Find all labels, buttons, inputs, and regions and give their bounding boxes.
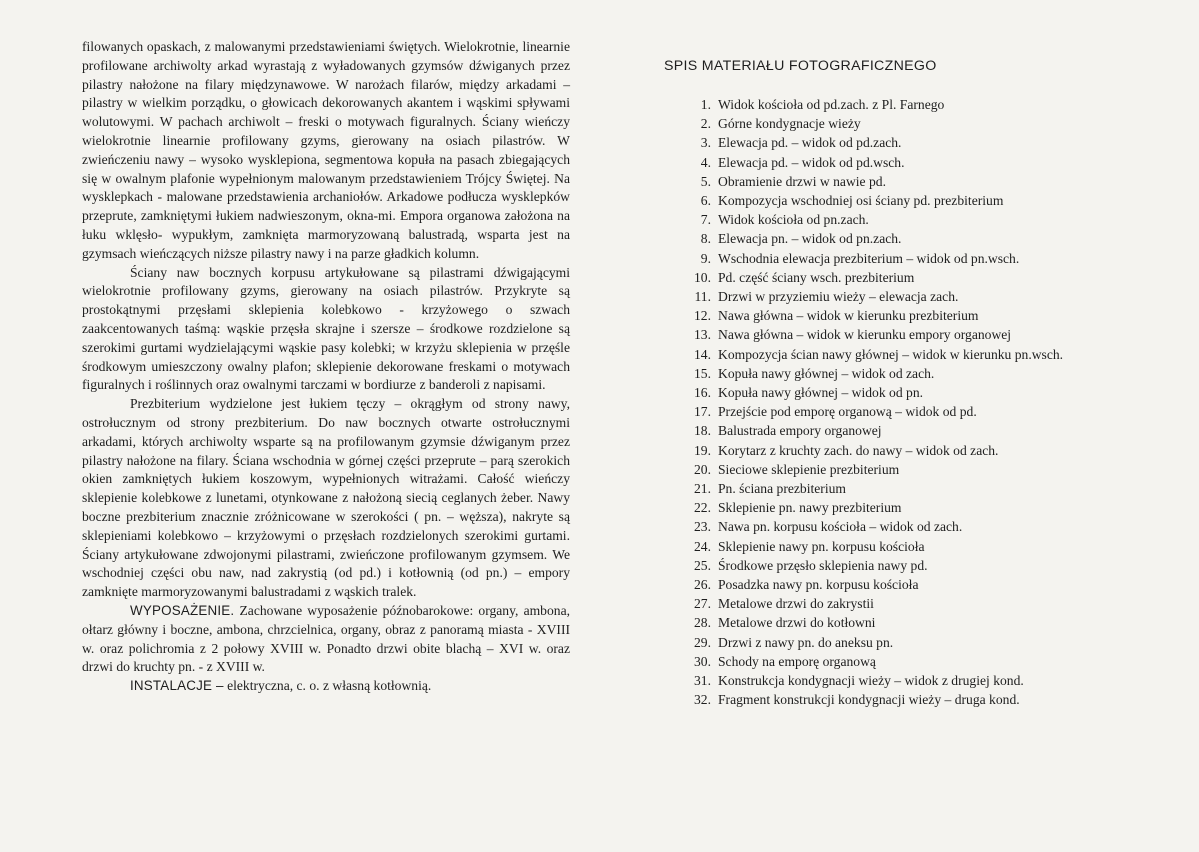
photo-item-caption: Pd. część ściany wsch. prezbiterium	[718, 269, 915, 285]
photo-item-caption: Pn. ściana prezbiterium	[718, 481, 846, 497]
section-lead-installations: INSTALACJE –	[130, 678, 224, 694]
photo-item-number: 27.	[694, 596, 711, 612]
photo-list-item	[664, 95, 1084, 114]
photo-item-caption: Konstrukcja kondygnacji wieży – widok z drugiej kond.	[718, 673, 1024, 689]
photo-item-number: 23.	[694, 519, 711, 535]
photo-item-number: 19.	[694, 442, 711, 458]
photo-list-item	[664, 652, 1084, 671]
photo-item-number: 31.	[694, 673, 711, 689]
photo-item-number: 26.	[694, 577, 711, 593]
photo-item-number: 21.	[694, 481, 711, 497]
photo-item-number: 7.	[700, 212, 711, 228]
photo-list-item	[664, 268, 1084, 287]
photo-item-number: 2.	[700, 116, 711, 132]
photo-item-caption: Kompozycja ścian nawy głównej – widok w kierunku pn.wsch.	[718, 346, 1064, 362]
photo-item-caption: Nawa główna – widok w kierunku prezbiterium	[718, 308, 979, 324]
paragraph-furnishings	[82, 602, 570, 677]
photo-item-caption: Metalowe drzwi do kotłowni	[718, 615, 876, 631]
photo-item-caption: Wschodnia elewacja prezbiterium – widok od pn.wsch.	[718, 250, 1020, 266]
photo-list-item	[664, 287, 1084, 306]
paragraph-text: elektryczna, c. o. z własną kotłownią.	[223, 678, 432, 694]
photo-list-item	[664, 594, 1084, 613]
photo-list-item	[664, 517, 1084, 536]
photo-list-item	[664, 402, 1084, 421]
photo-item-caption: Przejście pod emporę organową – widok od pd.	[718, 404, 977, 420]
photo-item-number: 16.	[694, 385, 711, 401]
photo-item-caption: Górne kondygnacje wieży	[718, 116, 861, 132]
photo-list-item	[664, 575, 1084, 594]
photo-item-number: 3.	[700, 135, 711, 151]
photo-list-item	[664, 537, 1084, 556]
photo-item-number: 30.	[694, 653, 711, 669]
photo-item-caption: Widok kościoła od pd.zach. z Pl. Farnego	[718, 97, 945, 112]
photo-item-caption: Sklepienie nawy pn. korpusu kościoła	[718, 538, 925, 554]
photo-list-item	[664, 325, 1084, 344]
photo-item-caption: Widok kościoła od pn.zach.	[718, 212, 869, 228]
photo-item-caption: Sklepienie pn. nawy prezbiterium	[718, 500, 902, 516]
photo-list-item	[664, 249, 1084, 268]
photo-item-number: 22.	[694, 500, 711, 516]
photo-item-caption: Środkowe przęsło sklepienia nawy pd.	[718, 557, 928, 573]
paragraph-text: Zachowane wyposażenie późnobarokowe: organy, ambona, ołtarz główny i boczne, ambona, chrzcielnica, organy, obraz z panoramą miasta - XVIII w. oraz polichromia z 2 połowy XVIII w. Ponadto drzwi obite blachą – XVI w. oraz drzwi do kruchty pn. - z XVIII w.	[82, 602, 570, 675]
photo-list-item	[664, 114, 1084, 133]
photo-list-item	[664, 556, 1084, 575]
photo-item-caption: Korytarz z kruchty zach. do nawy – widok od zach.	[718, 442, 999, 458]
photo-list-item	[664, 364, 1084, 383]
photo-item-caption: Schody na emporę organową	[718, 653, 876, 669]
photo-item-number: 4.	[700, 154, 711, 170]
photo-list-item	[664, 441, 1084, 460]
photo-item-caption: Metalowe drzwi do zakrystii	[718, 596, 874, 612]
photo-list-item	[664, 671, 1084, 690]
photo-list-item	[664, 690, 1084, 709]
photo-list-item	[664, 306, 1084, 325]
description-column	[82, 38, 570, 696]
photo-list-item	[664, 421, 1084, 440]
photo-item-number: 13.	[694, 327, 711, 343]
photo-list-item	[664, 133, 1084, 152]
photo-item-caption: Kompozycja wschodniej osi ściany pd. prezbiterium	[718, 193, 1004, 209]
photo-item-number: 8.	[700, 231, 711, 247]
photo-item-number: 15.	[694, 365, 711, 381]
photo-list-item	[664, 479, 1084, 498]
photo-index-title: SPIS MATERIAŁU FOTOGRAFICZNEGO	[664, 58, 937, 74]
photo-item-caption: Nawa pn. korpusu kościoła – widok od zach.	[718, 519, 963, 535]
paragraph-side-aisles: Ściany naw bocznych korpusu artykułowane są pilastrami dźwigającymi wielokrotnie profilowany gzyms, gierowany na osiach pilastrów. Przykryte są prostokątnymi przęsłami sklepienia kolebkowo - krzyżowego o szwach zaakcentowanych taśmą: wąskie przęsła skrajne i szersze – środkowe rozdzielone są szerokimi gurtami wydzielającymi wąskie pasy kolebki; w krzyżu sklepienia w przęśle środkowym umieszczony owalny plafon; sklepienie dekorowane freskami o motywach figuralnych i roślinnych oraz owalnymi tarczami w bordiurze z banderoli z napisami.	[82, 264, 570, 393]
photo-item-number: 11.	[694, 289, 711, 305]
photo-item-number: 17.	[694, 404, 711, 420]
photo-item-number: 5.	[700, 173, 711, 189]
photo-index-list	[664, 95, 1084, 710]
photo-list-item	[664, 460, 1084, 479]
photo-item-number: 20.	[694, 461, 711, 477]
photo-index-column	[664, 58, 1084, 710]
photo-item-caption: Fragment konstrukcji kondygnacji wieży – druga kond.	[718, 692, 1020, 708]
photo-item-caption: Elewacja pd. – widok od pd.wsch.	[718, 154, 905, 170]
photo-list-item	[664, 498, 1084, 517]
paragraph-interior-nave: filowanych opaskach, z malowanymi przedstawieniami świętych. Wielokrotnie, linearnie profilowane archiwolty arkad wyrastają z wyładowanych gzymsów dźwiganych przez pilastry nałożone na filary międzynawowe. W narożach filarów, między arkadami – pilastry w wielkim porządku, o głowicach dekorowanych akantem i wąskimi spływami wolutowymi. W pachach archiwolt – freski o motywach figuralnych. Ściany wieńczy wielokrotnie linearnie profilowany gzyms, gierowany na osiach pilastrów. W zwieńczeniu nawy – wysoko wysklepiona, segmentowa kopuła na pasach zbiegających się w owalnym plafonie wypełnionym malowanym przedstawieniem Trójcy Świętej. Na wysklepkach - malowane przedstawienia archaniołów. Arkadowe podłucza wysklepków przeprute, zamkniętymi łukiem nadwieszonym, okna-mi. Empora organowa założona na łuku wklęsło- wypukłym, zamknięta marmoryzowaną balustradą, wsparta jest na gzymsach wieńczących niższe pilastry nawy i na parze gładkich kolumn.	[82, 39, 570, 261]
photo-item-number: 1.	[700, 97, 711, 112]
photo-list-item	[664, 633, 1084, 652]
photo-item-caption: Elewacja pd. – widok od pd.zach.	[718, 135, 902, 151]
photo-list-item	[664, 191, 1084, 210]
photo-item-caption: Drzwi z nawy pn. do aneksu pn.	[718, 634, 894, 650]
photo-item-caption: Obramienie drzwi w nawie pd.	[718, 173, 886, 189]
photo-item-number: 9.	[700, 250, 711, 266]
section-lead-furnishings: WYPOSAŻENIE.	[130, 602, 235, 618]
photo-item-caption: Elewacja pn. – widok od pn.zach.	[718, 231, 902, 247]
photo-item-number: 12.	[694, 308, 711, 324]
photo-list-item	[664, 153, 1084, 172]
photo-item-caption: Kopuła nawy głównej – widok od pn.	[718, 385, 924, 401]
photo-item-number: 24.	[694, 538, 711, 554]
photo-item-caption: Posadzka nawy pn. korpusu kościoła	[718, 577, 919, 593]
photo-item-number: 18.	[694, 423, 711, 439]
photo-list-item	[664, 613, 1084, 632]
photo-item-caption: Drzwi w przyziemiu wieży – elewacja zach.	[718, 289, 959, 305]
photo-item-caption: Balustrada empory organowej	[718, 423, 882, 439]
photo-list-item	[664, 383, 1084, 402]
photo-list-item	[664, 172, 1084, 191]
photo-item-number: 29.	[694, 634, 711, 650]
photo-item-number: 10.	[694, 269, 711, 285]
photo-item-number: 6.	[700, 193, 711, 209]
photo-item-caption: Kopuła nawy głównej – widok od zach.	[718, 365, 935, 381]
photo-item-number: 32.	[694, 692, 711, 708]
photo-item-number: 28.	[694, 615, 711, 631]
photo-list-item	[664, 229, 1084, 248]
photo-item-number: 14.	[694, 346, 711, 362]
paragraph-installations	[82, 677, 570, 696]
photo-item-caption: Nawa główna – widok w kierunku empory organowej	[718, 327, 1012, 343]
paragraph-presbytery: Prezbiterium wydzielone jest łukiem tęczy – okrągłym od strony nawy, ostrołucznym od strony prezbiterium. Do naw bocznych otwarte ostrołucznymi arkadami, których archiwolty wsparte są na profilowanym gzymsie dźwiganym przez pilastry nałożone na filary. Ściana wschodnia w górnej części przeprute – parą szerokich okien zamkniętych łukiem koszowym, wypełnionych witrażami. Całość wieńczy sklepienie kolebkowe z lunetami, otynkowane z nałożoną siecią ceglanych żeber. Nawy boczne prezbiterium znacznie zróżnicowane w szerokości ( pn. – węższa), nakryte są sklepieniami kolebkowo – krzyżowymi o przęsłach rozdzielonych szerokimi gurtami. Ściany artykułowane zdwojonymi pilastrami, zwieńczone profilowanym gzymsem. We wschodniej części obu naw, nad zakrystią (od pd.) i kotłownią (od pn.) – empory zamknięte marmoryzowanymi balustradami z wąskich tralek.	[82, 396, 570, 600]
photo-list-item	[664, 210, 1084, 229]
photo-list-item	[664, 345, 1084, 364]
photo-item-number: 25.	[694, 557, 711, 573]
photo-item-caption: Sieciowe sklepienie prezbiterium	[718, 461, 900, 477]
